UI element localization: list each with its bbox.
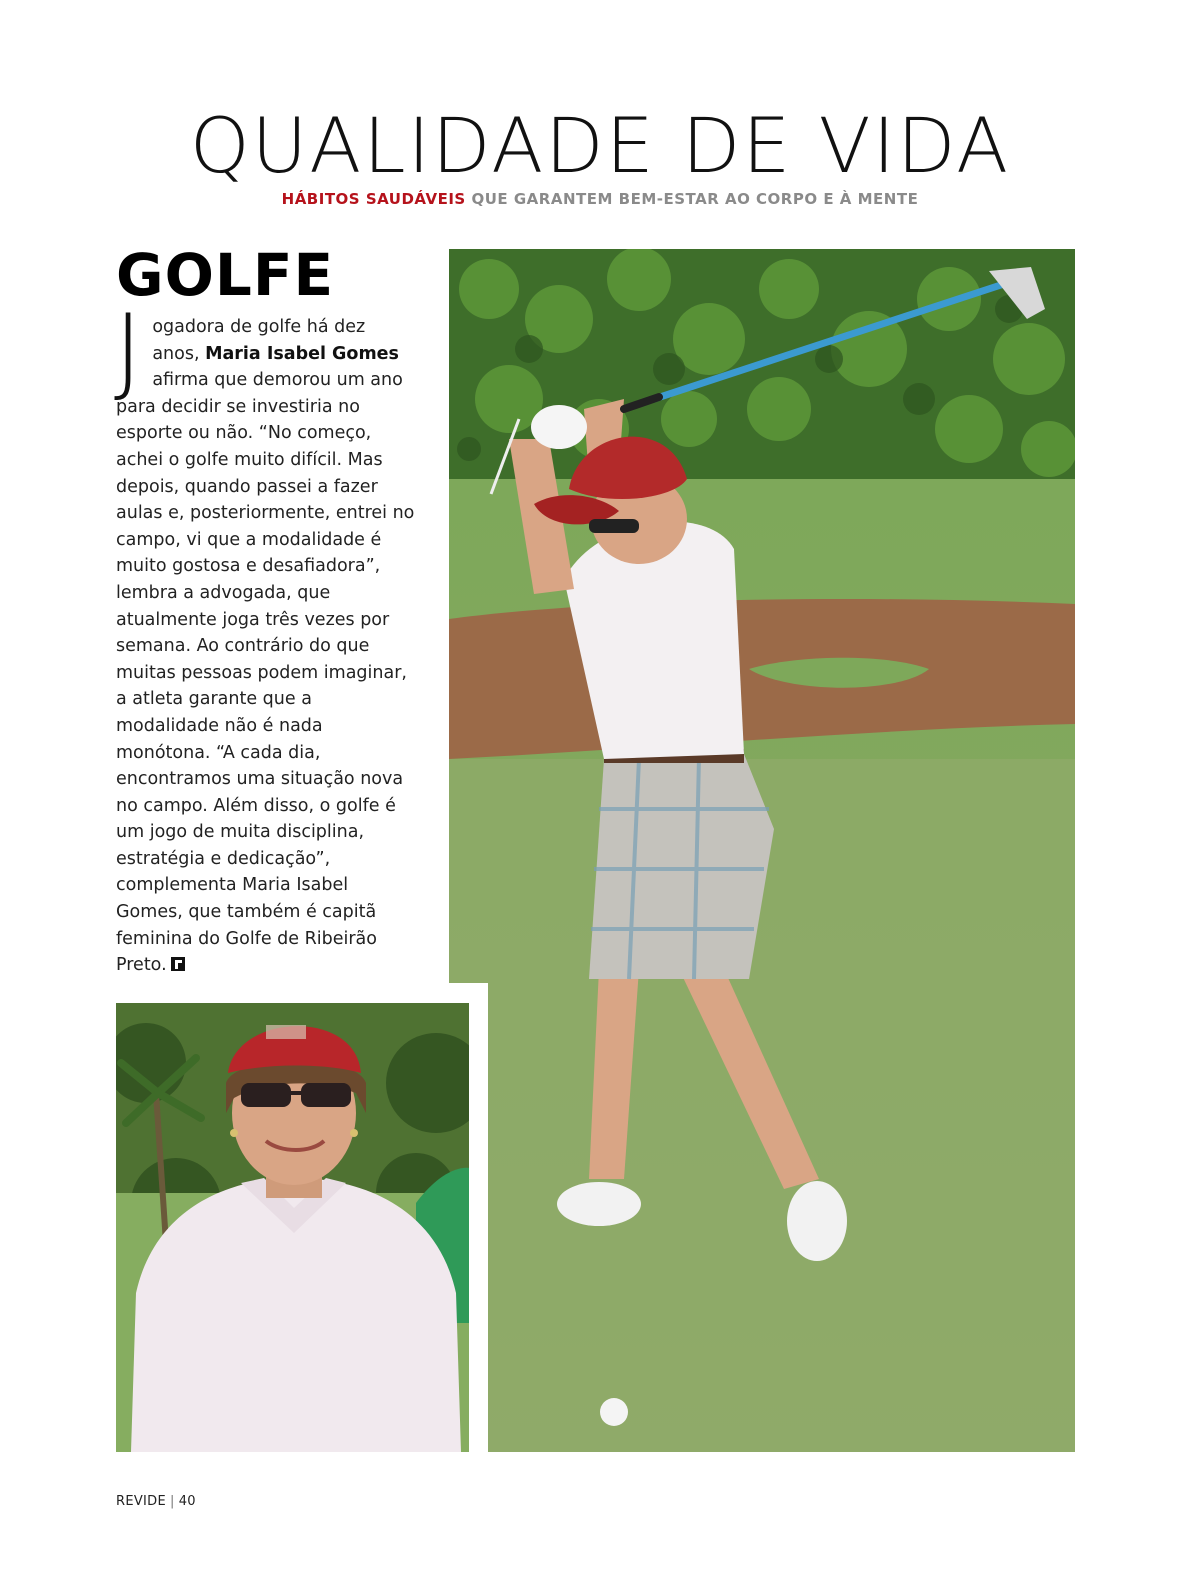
section-subtitle [0, 192, 1200, 207]
page-footer [116, 1494, 196, 1509]
article-headline: GOLFE [116, 241, 335, 309]
person-name: Maria Isabel Gomes [205, 343, 399, 364]
portrait-photo [116, 1003, 469, 1452]
body-text: afirma que demorou um ano para decidir se investiria no esporte ou não. “No começo, achei o golfe muito difícil. Mas depois, quando passei a fazer aulas e, posteriormente, entrei no campo, vi que a modalidade é muito gostosa e desafiadora”, lembra a advogada, que atualmente joga três vezes por semana. Ao contrário do que muitas pessoas podem imaginar, a atleta garante que a modalidade não é nada monótona. “A cada dia, encontramos uma situação nova no campo. Além disso, o golfe é um jogo de muita disciplina, estratégia e dedicação”, complementa Maria Isabel Gomes, que também é capitã feminina do Golfe de Ribeirão Preto. [116, 370, 415, 976]
subtitle-highlight: HÁBITOS SAUDÁVEIS [281, 190, 466, 208]
magazine-name: REVIDE [116, 1494, 166, 1509]
footer-separator: | [170, 1494, 175, 1509]
drop-cap: J [114, 294, 143, 406]
portrait-illustration [116, 1003, 469, 1452]
section-title: QUALIDADE DE VIDA [189, 101, 1011, 190]
article-body [114, 294, 416, 979]
golfer-swing-illustration [449, 249, 1075, 1452]
intro-text: ogadora de golfe há dez anos, [152, 317, 366, 364]
end-of-article-icon [171, 957, 185, 971]
subtitle-rest: QUE GARANTEM BEM-ESTAR AO CORPO E À MENTE [465, 190, 919, 208]
main-photo-golfer-swing [449, 249, 1075, 1452]
page-number: 40 [178, 1494, 196, 1509]
article-paragraph [114, 294, 416, 979]
